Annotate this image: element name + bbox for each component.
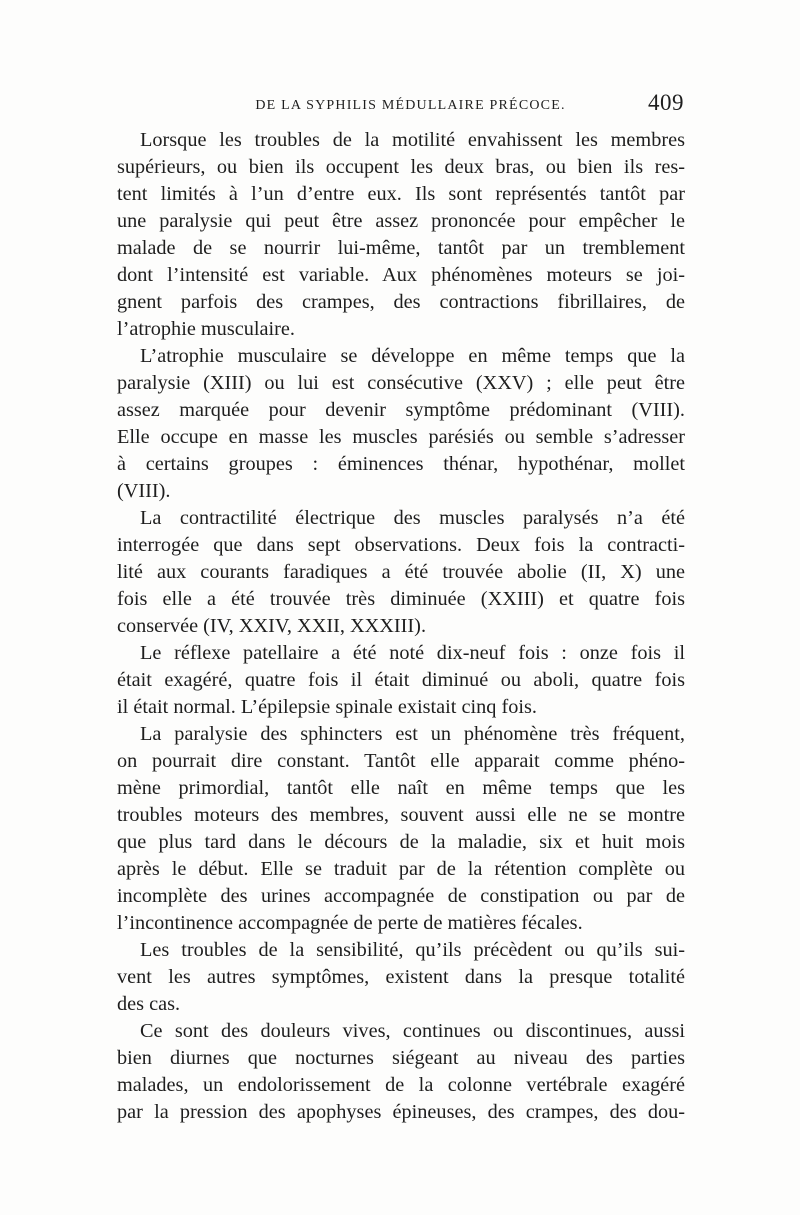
text-line: lité aux courants faradiques a été trouvée abolie (II, X) une bbox=[117, 561, 685, 583]
text-line: L’atrophie musculaire se développe en même temps que la bbox=[140, 345, 685, 367]
text-line: l’atrophie musculaire. bbox=[117, 318, 295, 340]
text-line: gnent parfois des crampes, des contractions fibrillaires, de bbox=[117, 291, 685, 313]
text-line: malade de se nourrir lui-même, tantôt par un tremblement bbox=[117, 237, 685, 259]
text-line: malades, un endolorissement de la colonne vertébrale exagéré bbox=[117, 1074, 685, 1096]
text-line: supérieurs, ou bien ils occupent les deux bras, ou bien ils res- bbox=[117, 156, 685, 178]
text-line: on pourrait dire constant. Tantôt elle apparait comme phéno- bbox=[117, 750, 685, 772]
text-line: (VIII). bbox=[117, 480, 171, 502]
page-number: 409 bbox=[648, 90, 684, 115]
text-line: des cas. bbox=[117, 993, 181, 1015]
text-line: était exagéré, quatre fois il était diminué ou aboli, quatre fois bbox=[117, 669, 685, 691]
text-line: incomplète des urines accompagnée de constipation ou par de bbox=[117, 885, 685, 907]
text-line: il était normal. L’épilepsie spinale existait cinq fois. bbox=[117, 696, 537, 718]
text-line: Le réflexe patellaire a été noté dix-neuf fois : onze fois il bbox=[140, 642, 685, 664]
text-line: fois elle a été trouvée très diminuée (XXIII) et quatre fois bbox=[117, 588, 685, 610]
text-line: paralysie (XIII) ou lui est consécutive (XXV) ; elle peut être bbox=[117, 372, 685, 394]
text-line: La contractilité électrique des muscles paralysés n’a été bbox=[140, 507, 685, 529]
text-line: La paralysie des sphincters est un phénomène très fréquent, bbox=[140, 723, 685, 745]
text-line: après le début. Elle se traduit par de la rétention complète ou bbox=[117, 858, 685, 880]
text-line: dont l’intensité est variable. Aux phénomènes moteurs se joi- bbox=[117, 264, 685, 286]
text-line: troubles moteurs des membres, souvent aussi elle ne se montre bbox=[117, 804, 685, 826]
running-head: DE LA SYPHILIS MÉDULLAIRE PRÉCOCE. bbox=[255, 98, 566, 113]
text-line: tent limités à l’un d’entre eux. Ils sont représentés tantôt par bbox=[117, 183, 685, 205]
text-line: Elle occupe en masse les muscles parésiés ou semble s’adresser bbox=[117, 426, 685, 448]
text-line: que plus tard dans le décours de la maladie, six et huit mois bbox=[117, 831, 685, 853]
text-line: Lorsque les troubles de la motilité envahissent les membres bbox=[140, 129, 685, 151]
text-line: à certains groupes : éminences thénar, hypothénar, mollet bbox=[117, 453, 685, 475]
text-line: par la pression des apophyses épineuses, des crampes, des dou- bbox=[117, 1101, 685, 1123]
text-line: interrogée que dans sept observations. Deux fois la contracti- bbox=[117, 534, 685, 556]
text-line: vent les autres symptômes, existent dans la presque totalité bbox=[117, 966, 685, 988]
text-line: l’incontinence accompagnée de perte de matières fécales. bbox=[117, 912, 583, 934]
page-header bbox=[117, 90, 684, 124]
text-line: une paralysie qui peut être assez prononcée pour empêcher le bbox=[117, 210, 685, 232]
text-line: conservée (IV, XXIV, XXII, XXXIII). bbox=[117, 615, 427, 637]
body-text bbox=[117, 127, 685, 1126]
text-line: Les troubles de la sensibilité, qu’ils précèdent ou qu’ils sui- bbox=[140, 939, 685, 961]
text-line: Ce sont des douleurs vives, continues ou discontinues, aussi bbox=[140, 1020, 685, 1042]
text-line: bien diurnes que nocturnes siégeant au niveau des parties bbox=[117, 1047, 685, 1069]
text-line: mène primordial, tantôt elle naît en même temps que les bbox=[117, 777, 685, 799]
text-line: assez marquée pour devenir symptôme prédominant (VIII). bbox=[117, 399, 685, 421]
